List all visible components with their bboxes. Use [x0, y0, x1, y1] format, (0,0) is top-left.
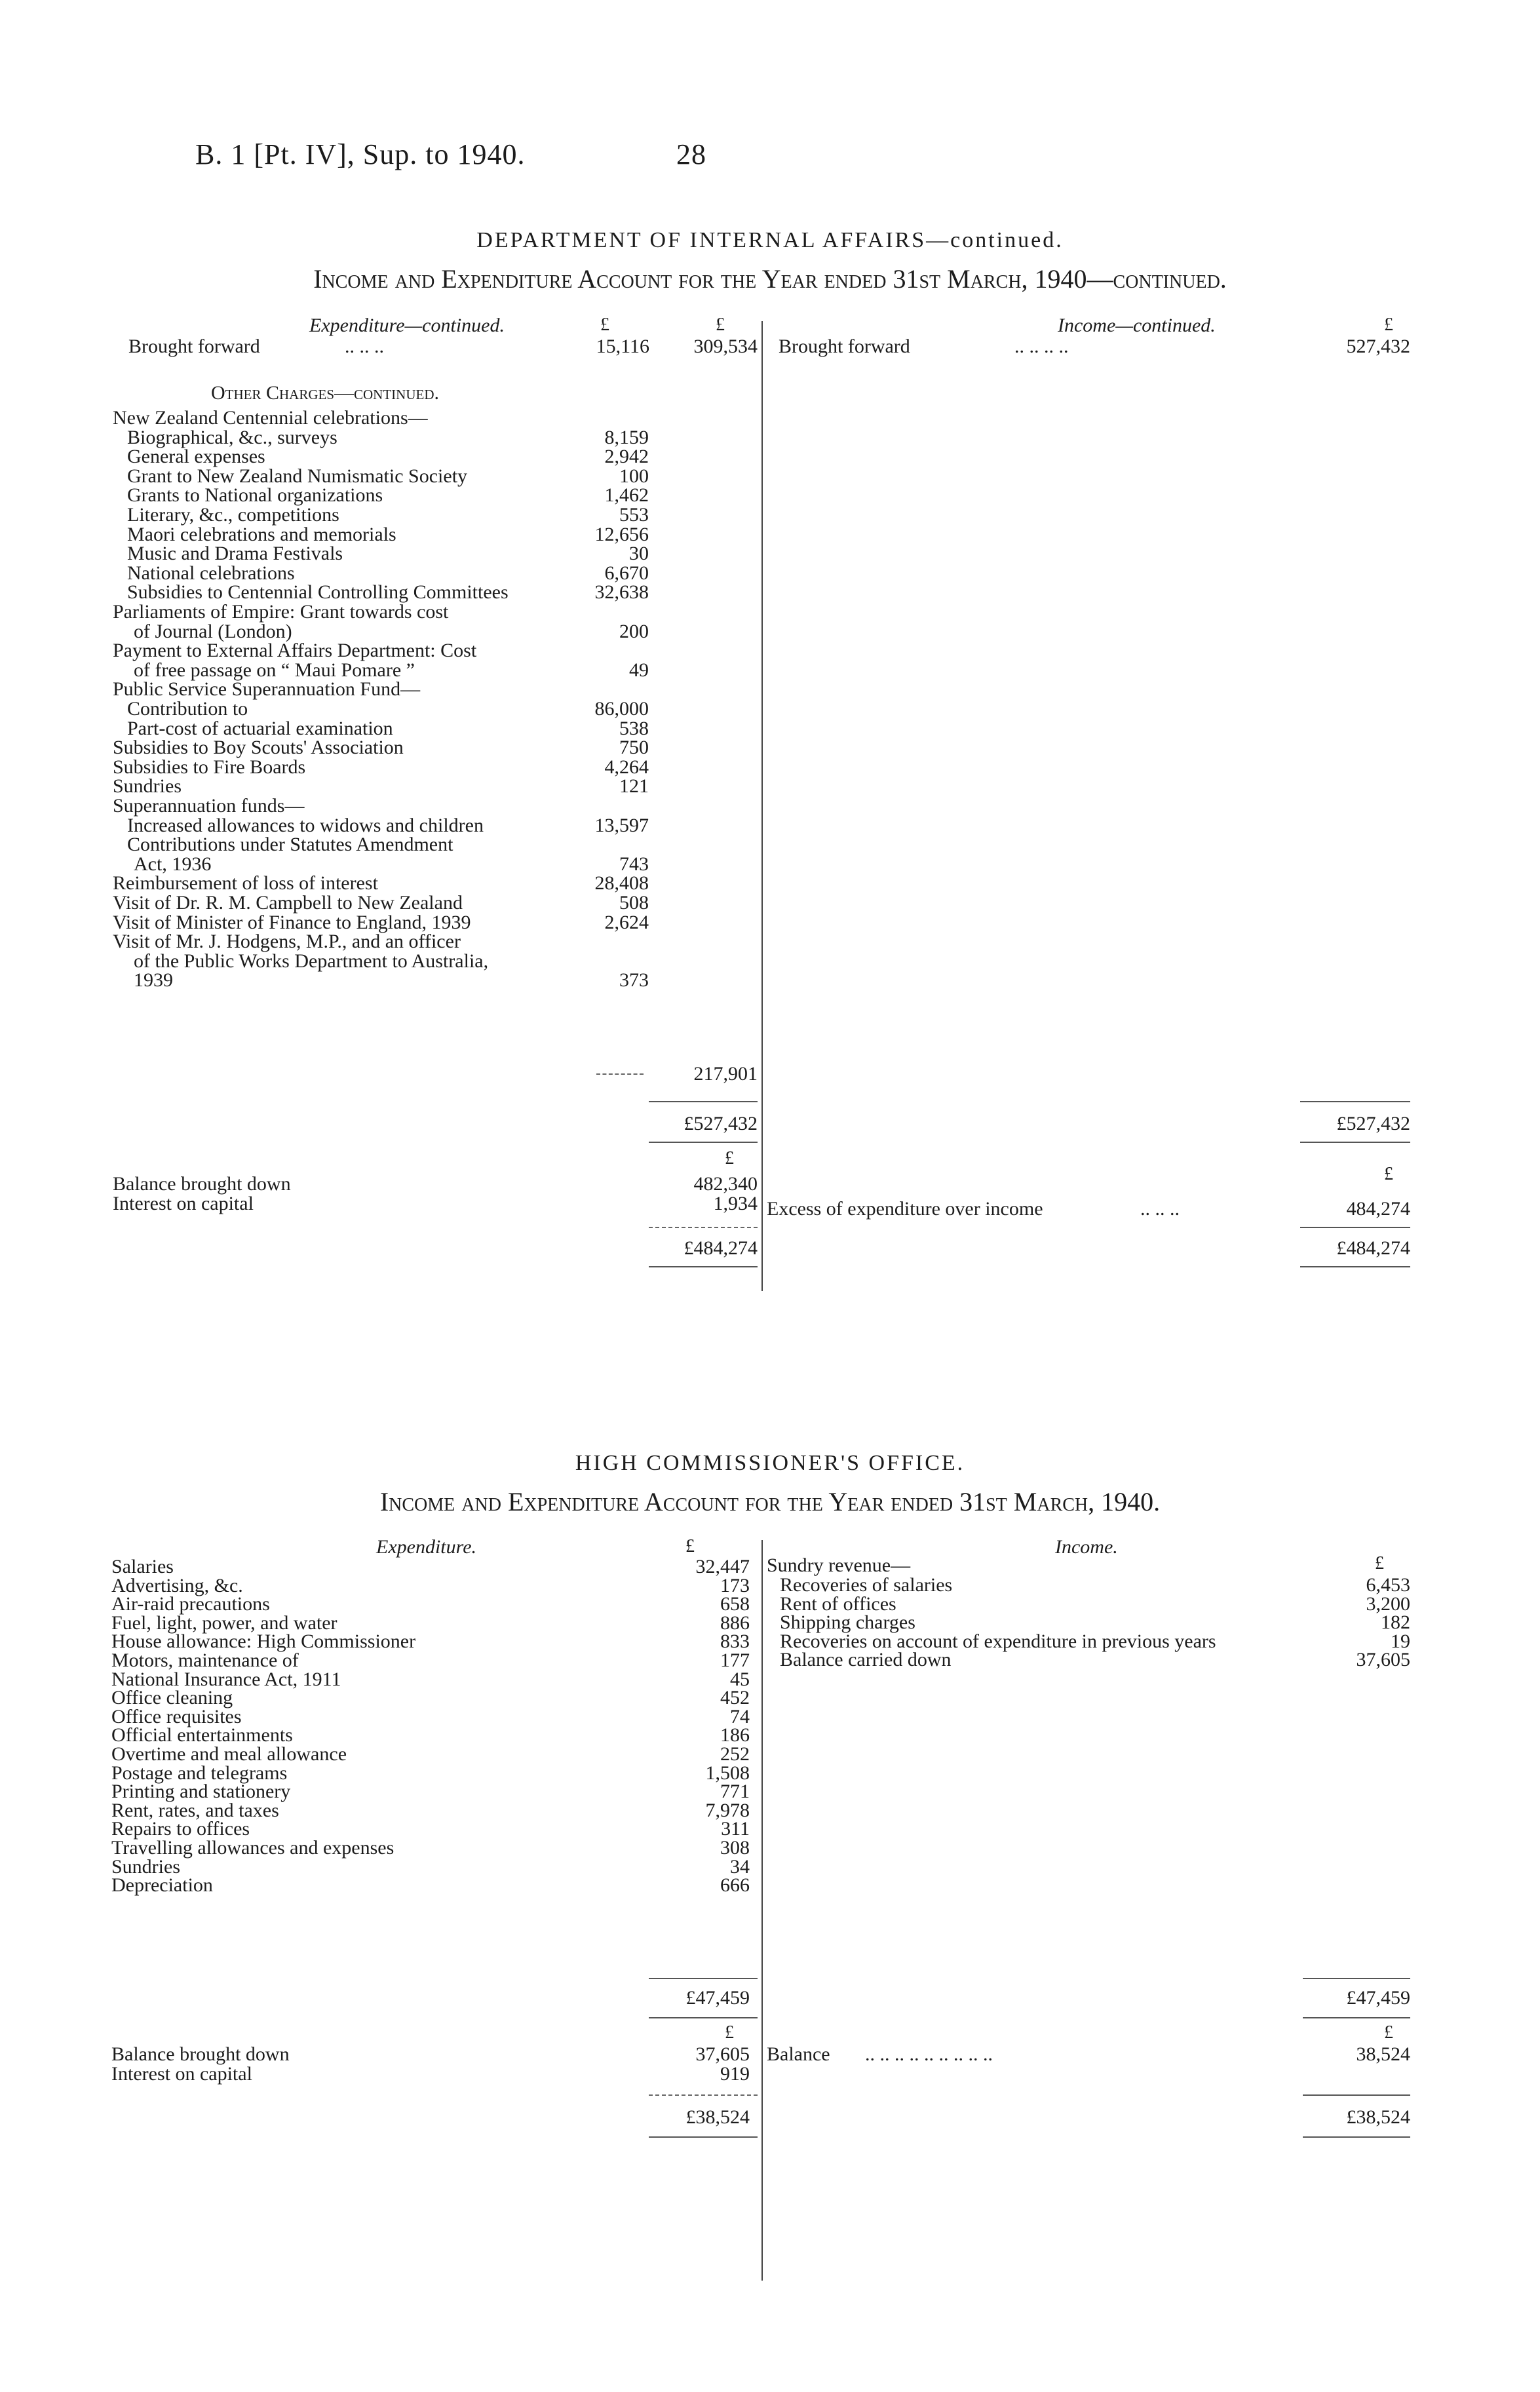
row-label: Visit of Mr. J. Hodgens, M.P., and an officer — [113, 931, 461, 953]
row-label: Act, 1936 — [134, 853, 212, 875]
dia-rule — [649, 1101, 758, 1102]
row-value: 1,934 — [713, 1193, 758, 1214]
hco-pound-inc: £ — [1375, 1553, 1384, 1573]
row-label: New Zealand Centennial celebrations— — [113, 407, 428, 429]
row-value: 886 — [720, 1611, 750, 1634]
row-label: Visit of Minister of Finance to England, 1939 — [113, 911, 471, 933]
page-reference: B. 1 [Pt. IV], Sup. to 1940. — [195, 138, 526, 170]
hco-pound-exp: £ — [685, 1536, 695, 1556]
row-label: Air-raid precautions — [111, 1593, 270, 1615]
row-label: Rent, rates, and taxes — [111, 1799, 279, 1821]
row-value: 2,942 — [604, 446, 649, 468]
row-label: Visit of Dr. R. M. Campbell to New Zealand — [113, 892, 463, 914]
row-value: 750 — [619, 737, 649, 759]
dia-inc-bf-value: 527,432 — [1346, 336, 1410, 357]
row-label: Part-cost of actuarial examination — [127, 717, 393, 739]
row-value: 452 — [720, 1687, 750, 1709]
row-label: Contribution to — [127, 698, 248, 720]
row-value: 1,462 — [604, 484, 649, 507]
hco-rule — [649, 2136, 758, 2138]
row-label: Balance carried down — [780, 1649, 952, 1671]
row-label: Recoveries on account of expenditure in previous years — [780, 1630, 1216, 1652]
hco-expenditure-heading: Expenditure. — [376, 1536, 477, 1558]
row-label: Grants to National organizations — [127, 484, 383, 507]
dia-subtotal: 217,901 — [693, 1063, 758, 1085]
hco-title: HIGH COMMISSIONER'S OFFICE. — [575, 1451, 965, 1475]
row-label: of Journal (London) — [134, 620, 292, 642]
row-label: Music and Drama Festivals — [127, 543, 343, 565]
hco-pound-bal: £ — [725, 2022, 734, 2043]
row-label: Fuel, light, power, and water — [111, 1611, 337, 1634]
row-value: 311 — [721, 1818, 750, 1840]
row-label: Printing and stationery — [111, 1781, 291, 1803]
row-value: 19 — [1391, 1630, 1410, 1652]
row-value: 658 — [720, 1593, 750, 1615]
dia-bf-col2: 309,534 — [693, 336, 758, 357]
hco-final-left: £38,524 — [685, 2106, 750, 2128]
row-value: 7,978 — [705, 1799, 750, 1821]
row-label: Parliaments of Empire: Grant towards cost — [113, 601, 449, 623]
row-value: 186 — [720, 1724, 750, 1746]
row-value: 45 — [730, 1668, 750, 1690]
row-label: Sundries — [113, 775, 182, 798]
row-value: 4,264 — [604, 756, 649, 778]
row-label: Motors, maintenance of — [111, 1649, 299, 1671]
row-value: 100 — [619, 465, 649, 487]
row-value: 743 — [619, 853, 649, 875]
row-label: Advertising, &c. — [111, 1574, 243, 1596]
row-label: National Insurance Act, 1911 — [111, 1668, 341, 1690]
page-number: 28 — [676, 138, 706, 170]
hco-total-left: £47,459 — [685, 1987, 750, 2009]
row-value: 833 — [720, 1630, 750, 1653]
row-value: 1,508 — [705, 1762, 750, 1784]
row-value: 182 — [1381, 1611, 1410, 1634]
dia-expenditure-heading: Expenditure—continued. — [309, 315, 505, 336]
row-label: Postage and telegrams — [111, 1762, 288, 1784]
dia-rule — [1300, 1101, 1410, 1102]
row-label: Payment to External Affairs Department: Cost — [113, 640, 477, 662]
dia-rule — [649, 1266, 758, 1267]
row-label: Subsidies to Centennial Controlling Committees — [127, 581, 509, 604]
row-label: Shipping charges — [780, 1611, 915, 1634]
dia-final-left: £484,274 — [683, 1237, 758, 1259]
hco-income-heading: Income. — [1055, 1536, 1118, 1558]
row-value: 771 — [720, 1781, 750, 1803]
hco-final-right: £38,524 — [1346, 2106, 1410, 2128]
row-value: 37,605 — [695, 2043, 750, 2065]
hco-rule — [1303, 1978, 1410, 1979]
row-label: Balance brought down — [111, 2043, 290, 2065]
row-label: Salaries — [111, 1556, 174, 1577]
row-label: Literary, &c., competitions — [127, 504, 339, 526]
row-label: Official entertainments — [111, 1724, 293, 1746]
row-value: 8,159 — [604, 426, 649, 448]
row-label: House allowance: High Commissioner — [111, 1630, 416, 1653]
dia-rule-dash — [649, 1227, 758, 1229]
dia-inc-bf-label: Brought forward — [779, 336, 910, 357]
dia-title: DEPARTMENT OF INTERNAL AFFAIRS—continued. — [476, 228, 1064, 252]
dia-section-heading: Other Charges—continued. — [211, 382, 439, 404]
hco-rule — [1303, 2017, 1410, 2018]
row-label: Repairs to offices — [111, 1818, 250, 1840]
row-value: 37,605 — [1356, 1649, 1410, 1671]
row-value: 919 — [720, 2063, 750, 2085]
hco-rule — [1303, 2094, 1410, 2096]
dia-pound-col1: £ — [600, 315, 609, 335]
row-value: 3,200 — [1366, 1592, 1410, 1615]
row-value: 508 — [619, 892, 649, 914]
dia-pound-col2: £ — [716, 315, 725, 335]
hco-total-right: £47,459 — [1346, 1987, 1410, 2009]
row-value: 32,638 — [594, 581, 649, 604]
row-label: Biographical, &c., surveys — [127, 426, 337, 448]
hco-rule — [1303, 2136, 1410, 2138]
row-value: 86,000 — [594, 698, 649, 720]
dia-excess-value: 484,274 — [1346, 1198, 1410, 1220]
row-label: of the Public Works Department to Australia, — [134, 950, 489, 972]
row-label: Office requisites — [111, 1705, 242, 1727]
row-label: Superannuation funds— — [113, 795, 305, 817]
hco-subtitle: Income and Expenditure Account for the Year ended 31st March, 1940. — [379, 1487, 1161, 1516]
row-label: 1939 — [134, 969, 173, 992]
dia-center-rule — [761, 321, 763, 1291]
row-value: 538 — [619, 717, 649, 739]
row-label: Balance brought down — [113, 1173, 291, 1195]
row-label: Travelling allowances and expenses — [111, 1837, 395, 1859]
hco-balance-label: Balance — [767, 2043, 830, 2065]
dia-total-left: £527,432 — [683, 1113, 758, 1134]
row-label: Office cleaning — [111, 1687, 233, 1709]
dia-income-heading: Income—continued. — [1058, 315, 1216, 336]
row-value: 30 — [629, 543, 649, 565]
row-value: 74 — [730, 1705, 750, 1727]
row-label: Public Service Superannuation Fund— — [113, 678, 421, 701]
row-label: Sundries — [111, 1855, 180, 1878]
row-value: 482,340 — [693, 1173, 758, 1195]
row-value: 121 — [619, 775, 649, 798]
row-value: 34 — [730, 1855, 750, 1878]
hco-pound-balance: £ — [1384, 2022, 1393, 2043]
row-value: 6,453 — [1366, 1574, 1410, 1596]
row-label: Interest on capital — [111, 2063, 252, 2085]
row-label: Increased allowances to widows and children — [127, 814, 484, 836]
row-value: 28,408 — [594, 872, 649, 895]
row-label: Subsidies to Boy Scouts' Association — [113, 737, 404, 759]
row-label: Grant to New Zealand Numismatic Society — [127, 465, 468, 487]
dia-rule — [1300, 1142, 1410, 1143]
row-value: 373 — [619, 969, 649, 992]
row-value: 6,670 — [604, 562, 649, 584]
row-label: Contributions under Statutes Amendment — [127, 834, 453, 856]
row-value: 308 — [720, 1837, 750, 1859]
dia-final-right: £484,274 — [1336, 1237, 1410, 1259]
row-value: 13,597 — [594, 814, 649, 836]
row-label: General expenses — [127, 446, 265, 468]
row-label: Depreciation — [111, 1874, 213, 1897]
dia-rule-dash — [596, 1073, 644, 1076]
hco-rule-dash — [649, 2094, 758, 2097]
row-value: 173 — [720, 1574, 750, 1596]
dia-pound-bal: £ — [725, 1148, 734, 1168]
hco-balance-value: 38,524 — [1356, 2043, 1410, 2065]
dia-pound-excess: £ — [1384, 1164, 1393, 1184]
row-label: Reimbursement of loss of interest — [113, 872, 378, 895]
row-label: National celebrations — [127, 562, 295, 584]
row-value: 32,447 — [695, 1556, 750, 1577]
row-label: Rent of offices — [780, 1592, 896, 1615]
dia-excess-label: Excess of expenditure over income — [767, 1198, 1043, 1220]
dia-rule — [1300, 1227, 1410, 1228]
row-label: of free passage on “ Maui Pomare ” — [134, 659, 415, 681]
dia-subtitle: Income and Expenditure Account for the Year ended 31st March, 1940—continued. — [313, 264, 1227, 294]
row-label: Maori celebrations and memorials — [127, 523, 396, 545]
hco-rule — [649, 2017, 758, 2018]
row-value: 666 — [720, 1874, 750, 1897]
dia-rule — [649, 1142, 758, 1143]
row-value: 12,656 — [594, 523, 649, 545]
row-label: Recoveries of salaries — [780, 1574, 953, 1596]
row-value: 49 — [629, 659, 649, 681]
hco-rule — [649, 1978, 758, 1979]
dia-rule — [1300, 1266, 1410, 1267]
row-value: 200 — [619, 620, 649, 642]
row-label: Overtime and meal allowance — [111, 1743, 347, 1765]
dia-income-pound: £ — [1384, 315, 1393, 335]
row-label: Interest on capital — [113, 1193, 254, 1214]
row-value: 252 — [720, 1743, 750, 1765]
hco-income-group: Sundry revenue— — [767, 1554, 911, 1576]
dia-bf-label: Brought forward — [128, 336, 260, 357]
row-value: 2,624 — [604, 911, 649, 933]
dia-total-right: £527,432 — [1336, 1113, 1410, 1134]
dia-bf-col1: 15,116 — [596, 336, 649, 357]
hco-center-rule — [761, 1540, 763, 2281]
row-label: Subsidies to Fire Boards — [113, 756, 306, 778]
row-value: 177 — [720, 1649, 750, 1671]
row-value: 553 — [619, 504, 649, 526]
